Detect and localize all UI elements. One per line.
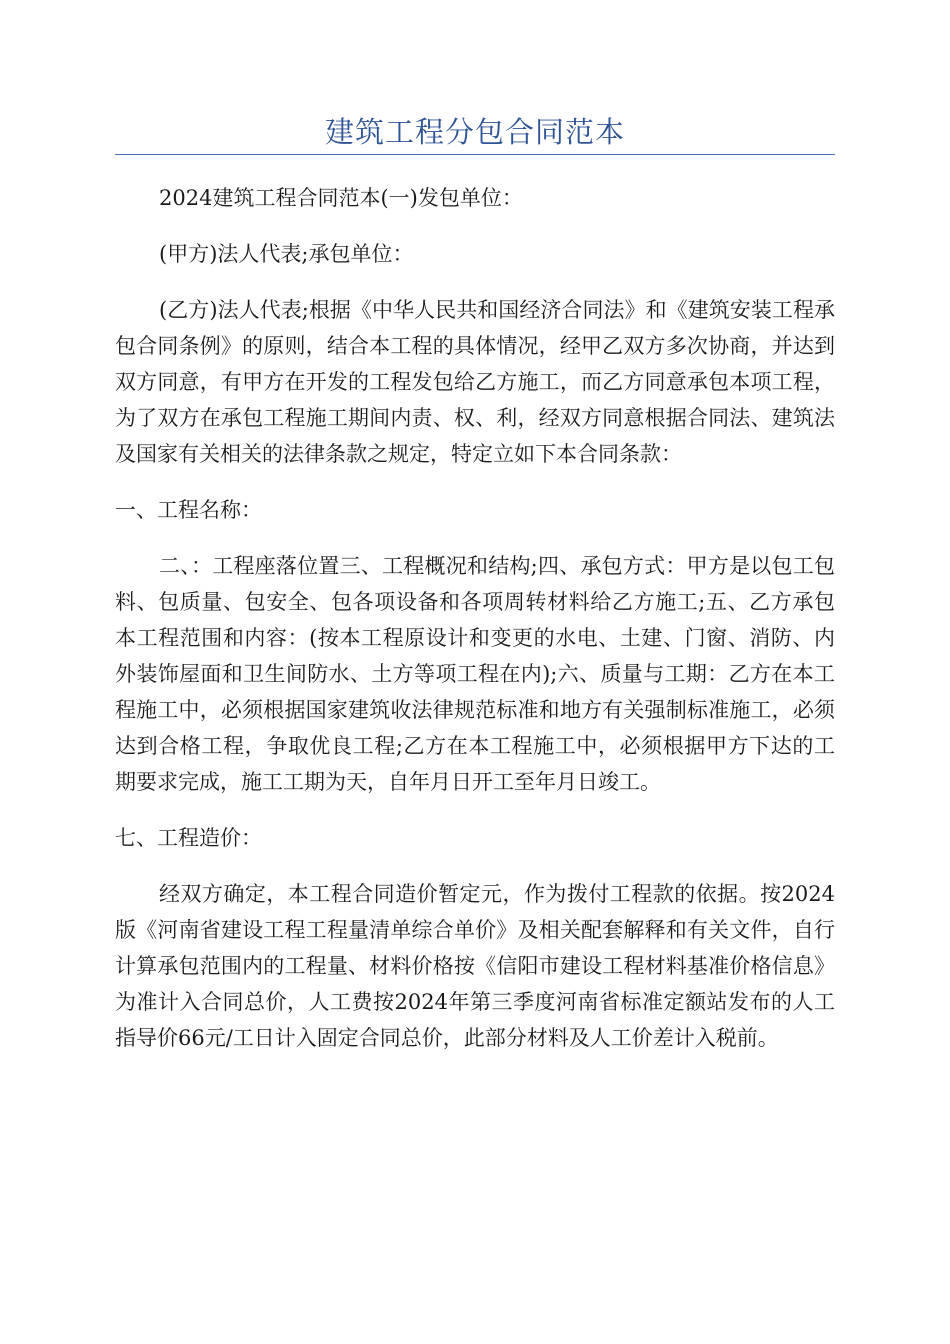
heading-project-name: 一、工程名称： — [115, 498, 262, 522]
paragraph-preamble: (乙方)法人代表;根据《中华人民共和国经济合同法》和《建筑安装工程承包合同条例》的原则，结合本工程的具体情况，经甲乙双方多次协商，并达到双方同意，有甲方在开发的工程发包给乙方施工，而乙方同意承包本项工程，为了双方在承包工程施工期间内责、权、利，经双方同意根据合同法、建筑法及国家有关相关的法律条款之规定，特定立如下本合同条款： — [115, 298, 835, 466]
document-title: 建筑工程分包合同范本 — [324, 115, 625, 149]
document-body — [115, 180, 835, 1076]
paragraph-project-terms: 二、：工程座落位置三、工程概况和结构;四、承包方式：甲方是以包工包料、包质量、包安全、包各项设备和各项周转材料给乙方施工;五、乙方承包本工程范围和内容：(按本工程原设计和变更的水电、土建、门窗、消防、内外装饰屋面和卫生间防水、土方等项工程在内);六、质量与工期：乙方在本工程施工中，必须根据国家建筑收法律规范标准和地方有关强制标准施工，必须达到合格工程，争取优良工程;乙方在本工程施工中，必须根据甲方下达的工期要求完成，施工工期为天，自年月日开工至年月日竣工。 — [115, 554, 835, 794]
paragraph-intro: 2024建筑工程合同范本(一)发包单位： — [159, 186, 523, 210]
title-underline — [115, 154, 835, 155]
paragraph-project-cost: 经双方确定，本工程合同造价暂定元，作为拨付工程款的依据。按2024版《河南省建设工程工程量清单综合单价》及相关配套解释和有关文件，自行计算承包范围内的工程量、材料价格按《信阳市建设工程材料基准价格信息》为准计入合同总价，人工费按2024年第三季度河南省标准定额站发布的人工指导价66元/工日计入固定合同总价，此部分材料及人工价差计入税前。 — [115, 882, 835, 1050]
paragraph-party-a: (甲方)法人代表;承包单位： — [159, 242, 414, 266]
heading-project-cost: 七、工程造价： — [115, 826, 262, 850]
